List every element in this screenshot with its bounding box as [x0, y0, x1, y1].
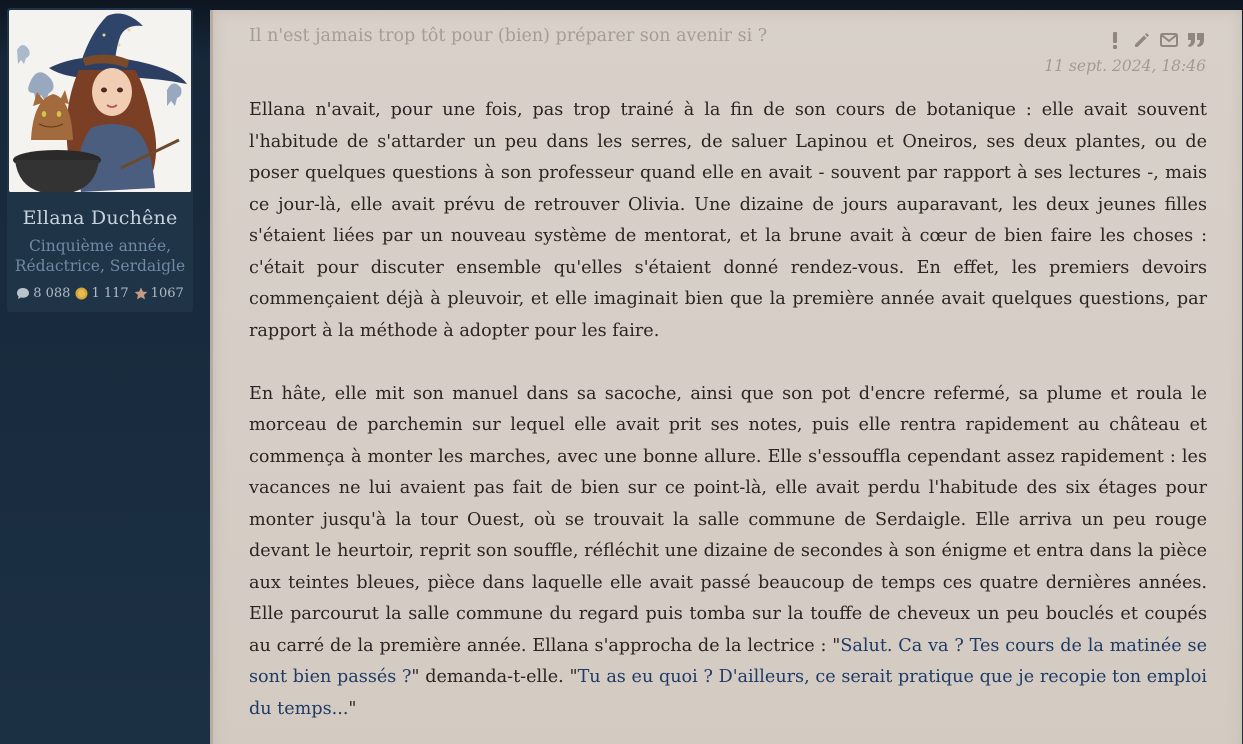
author-rank-line1: Cinquième année,	[28, 237, 172, 255]
pencil-icon	[1133, 31, 1151, 49]
dialogue-quote-2: Tu as eu quoi ? D'ailleurs, ce serait pratique que je recopie ton emploi du temps...	[249, 667, 1208, 719]
post	[210, 10, 1242, 744]
author-rank	[7, 236, 193, 276]
stat-coins-value: 1 117	[91, 286, 129, 301]
author-rank-line2: Rédactrice, Serdaigle	[14, 257, 186, 275]
report-button[interactable]	[1105, 30, 1125, 50]
post-actions	[1105, 30, 1206, 50]
edit-button[interactable]	[1132, 30, 1152, 50]
author-name[interactable]: Ellana Duchêne	[22, 207, 178, 229]
stat-stars-value: 1067	[150, 286, 184, 301]
stat-messages-value: 8 088	[33, 286, 71, 301]
dialogue-quote-1: Salut. Ca va ? Tes cours de la matinée se sont bien passés ?	[249, 635, 1207, 687]
avatar[interactable]	[9, 10, 191, 192]
post-date: 11 sept. 2024, 18:46	[1044, 57, 1206, 75]
exclamation-icon	[1111, 31, 1119, 49]
star-icon	[134, 287, 148, 300]
narrative-text: En hâte, elle mit son manuel dans sa sacoche, ainsi que son pot d'encre refermé, sa plume et roula le morceau de parchemin sur lequel elle avait prit ses notes, puis elle rentra rapidement au château et commença à monter les marches, avec une bonne allure. Elle s'essouffla cependant assez rapidement : les vacances ne lui avaient pas fait de bien sur ce point-là, elle avait perdu l'habitude des six étages pour monter jusqu'à la tour Ouest, où se trouvait la salle commune de Serdaigle. Elle arriva un peu rouge devant le heurtoir, reprit son souffle, réfléchit une dizaine de secondes à son énigme et entra dans la pièce aux teintes bleues, pièce dans laquelle elle avait passé beaucoup de temps ces quatre dernières années. Elle parcourut la salle commune du regard puis tomba sur la touffe de cheveux un peu bouclés et coupés au carré de la première année. Ellana s'approcha de la lectrice : "	[249, 383, 1207, 656]
post-paragraph-1: Ellana n'avait, pour une fois, pas trop trainé à la fin de son cours de botanique : elle avait souvent l'habitude de s'attarder un peu dans les serres, de saluer Lapinou et Oneiros, ses deux plantes, ou de poser quelques questions à son professeur quand elle en avait - souvent par rapport à ses lectures -, mais ce jour-là, elle avait prévu de retrouver Olivia. Une dizaine de jours auparavant, les deux jeunes filles s'étaient liées par un nouveau système de mentorat, et la brune avait à cœur de bien faire les choses : c'était pour discuter ensemble qu'elles s'étaient donné rendez-vous. En effet, les premiers devoirs commençaient déjà à pleuvoir, et elle imaginait bien que la première année avait quelques questions, par rapport à la méthode à adopter pour les faire.	[249, 100, 1207, 341]
post-content	[249, 95, 1207, 744]
post-paragraph-2	[249, 379, 1207, 726]
post-title[interactable]: Il n'est jamais trop tôt pour (bien) préparer son avenir si ?	[249, 26, 768, 46]
closing-quote-mark: "	[348, 698, 357, 719]
quote-button[interactable]	[1186, 30, 1206, 50]
author-stats	[7, 286, 193, 301]
stat-stars	[134, 286, 184, 301]
speech-bubble-icon	[16, 287, 30, 300]
author-sidebar	[0, 0, 205, 744]
author-profile-card	[7, 8, 193, 312]
stat-coins	[75, 286, 128, 301]
quote-icon	[1187, 32, 1205, 48]
envelope-icon	[1160, 33, 1178, 47]
coin-icon	[75, 287, 88, 300]
email-button[interactable]	[1159, 30, 1179, 50]
stat-messages	[16, 286, 70, 301]
narrative-between: " demanda-t-elle. "	[411, 667, 578, 687]
